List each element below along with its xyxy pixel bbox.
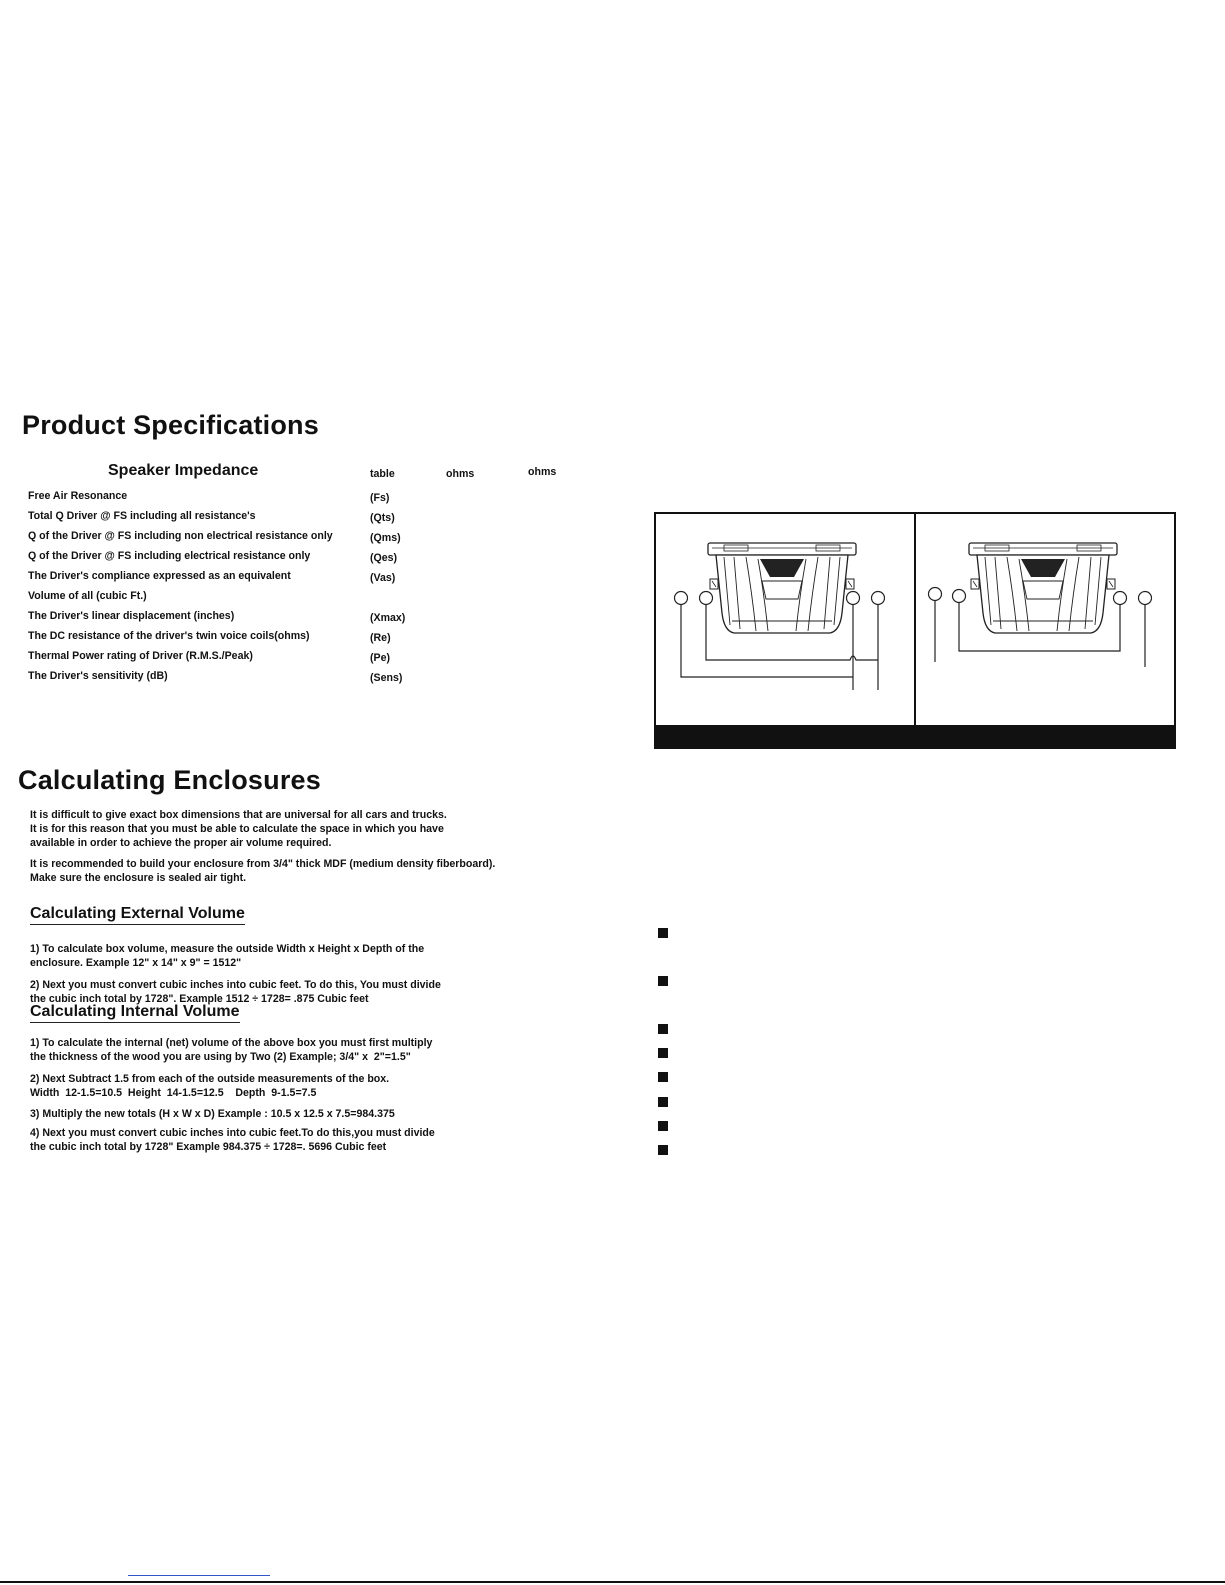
enclosures-intro-paragraph-2: It is recommended to build your enclosure from 3/4" thick MDF (medium density fiberboard). Make sure the enclosure is sealed air tight.	[30, 858, 496, 884]
spec-label: Thermal Power rating of Driver (R.M.S./Peak)	[28, 650, 253, 662]
enclosures-intro-paragraph-1: It is difficult to give exact box dimensions that are universal for all cars and trucks. It is for this reason that you must be able to calculate the space in which you have available in order to achieve the proper air volume required.	[30, 809, 447, 849]
spec-label: The DC resistance of the driver's twin voice coils(ohms)	[28, 630, 310, 642]
spec-label: Free Air Resonance	[28, 490, 128, 502]
bullet-square-icon	[658, 1048, 668, 1058]
spec-label: The Driver's compliance expressed as an equivalent	[28, 570, 291, 582]
spec-label: Q of the Driver @ FS including non electrical resistance only	[28, 530, 333, 542]
spec-label: Total Q Driver @ FS including all resistance's	[28, 510, 256, 522]
spec-abbr: (Pe)	[370, 652, 391, 664]
spec-abbr: (Qts)	[370, 512, 395, 524]
bullet-square-icon	[658, 928, 668, 938]
spec-label: The Driver's sensitivity (dB)	[28, 670, 168, 682]
subwoofer-wiring-diagram-icon	[654, 512, 1176, 749]
spec-abbr: (Qms)	[370, 532, 401, 544]
internal-step-3: 3) Multiply the new totals (H x W x D) Example : 10.5 x 12.5 x 7.5=984.375	[30, 1108, 395, 1120]
spec-abbr: (Re)	[370, 632, 391, 644]
enclosures-title: Calculating Enclosures	[18, 765, 321, 795]
product-specs-title: Product Specifications	[22, 410, 319, 440]
column-header-table: table	[370, 468, 395, 480]
external-volume-heading: Calculating External Volume	[30, 905, 245, 925]
bullet-square-icon	[658, 1024, 668, 1034]
spec-label: Volume of all (cubic Ft.)	[28, 590, 147, 602]
bullet-square-icon	[658, 976, 668, 986]
bullet-square-icon	[658, 1121, 668, 1131]
footer-link-underline	[128, 1575, 270, 1576]
column-header-ohms-1: ohms	[446, 468, 475, 480]
internal-step-2: 2) Next Subtract 1.5 from each of the outside measurements of the box. Width 12-1.5=10.5 Height 14-1.5=12.5 Depth 9-1.5=7.5	[30, 1073, 390, 1099]
external-step-1: 1) To calculate box volume, measure the outside Width x Height x Depth of the enclosure. Example 12" x 14" x 9" = 1512"	[30, 943, 425, 969]
internal-step-4: 4) Next you must convert cubic inches into cubic feet.To do this,you must divide the cubic inch total by 1728" Example 984.375 ÷ 1728=. 5696 Cubic feet	[30, 1127, 435, 1153]
internal-step-1: 1) To calculate the internal (net) volume of the above box you must first multiply the thickness of the wood you are using by Two (2) Example; 3/4" x 2"=1.5"	[30, 1037, 433, 1063]
spec-abbr: (Qes)	[370, 552, 398, 564]
speaker-impedance-heading: Speaker Impedance	[108, 462, 259, 479]
bullet-square-icon	[658, 1072, 668, 1082]
internal-volume-heading: Calculating Internal Volume	[30, 1003, 240, 1023]
footer-rule	[0, 1581, 1225, 1583]
spec-label: The Driver's linear displacement (inches)	[28, 610, 235, 622]
spec-abbr: (Sens)	[370, 672, 403, 684]
bullet-square-icon	[658, 1145, 668, 1155]
bullet-square-icon	[658, 1097, 668, 1107]
external-step-2: 2) Next you must convert cubic inches into cubic feet. To do this, You must divide the cubic inch total by 1728". Example 1512 ÷ 1728= .875 Cubic feet	[30, 979, 441, 1005]
spec-label: Q of the Driver @ FS including electrical resistance only	[28, 550, 311, 562]
spec-abbr: (Vas)	[370, 572, 396, 584]
spec-abbr: (Xmax)	[370, 612, 406, 624]
column-header-ohms-2: ohms	[528, 466, 557, 478]
spec-abbr: (Fs)	[370, 492, 390, 504]
